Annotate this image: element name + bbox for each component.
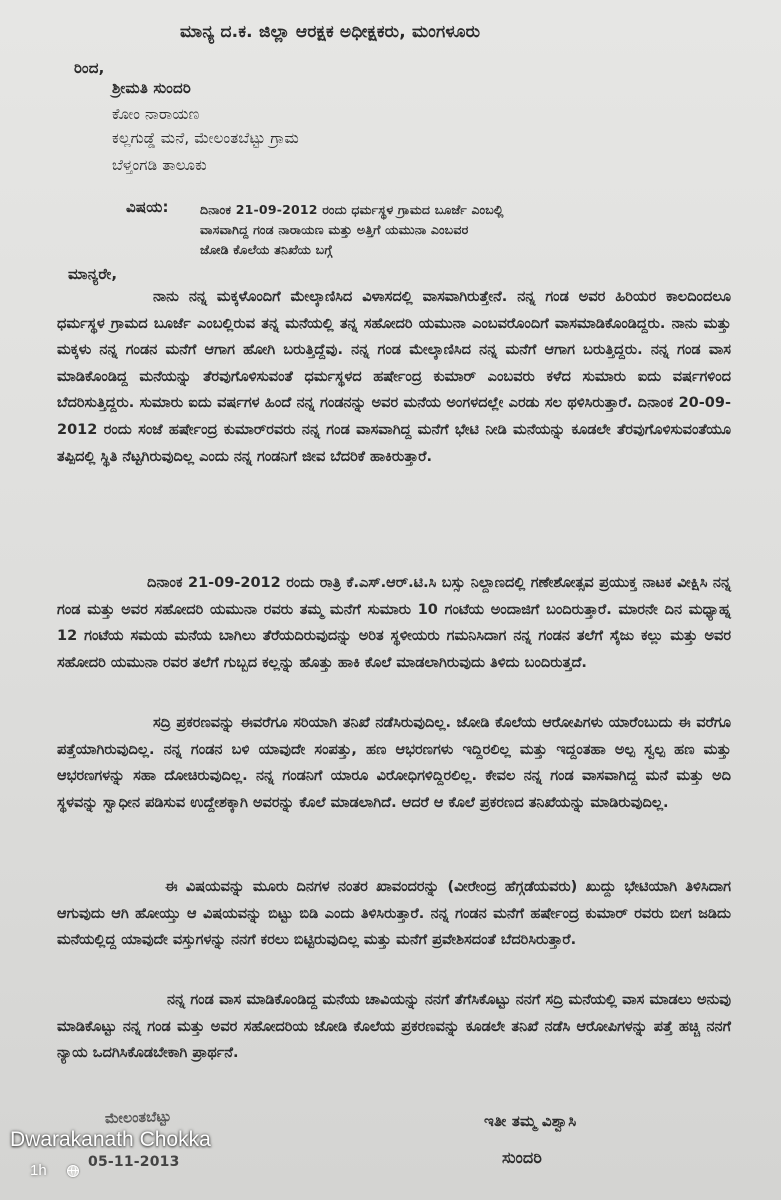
subject-line: ದಿನಾಂಕ 21-09-2012 ರಂದು ಧರ್ಮಸ್ಥಳ ಗ್ರಾಮದ ಬೂರ್ಜೆ ಎಂಬಲ್ಲಿ: [200, 202, 504, 217]
globe-icon: [67, 1165, 79, 1177]
body-paragraph: ನಾನು ನನ್ನ ಮಕ್ಕಳೊಂದಿಗೆ ಮೇಲ್ಕಾಣಿಸಿದ ವಿಳಾಸದಲ್ಲಿ ವಾಸವಾಗಿರುತ್ತೇನೆ. ನನ್ನ ಗಂಡ ಅವರ ಹಿರಿಯರ ಕಾಲದಿಂದಲೂ ಧರ್ಮಸ್ಥಳ ಗ್ರಾಮದ ಬೂರ್ಜೆ ಎಂಬಲ್ಲಿರುವ ತನ್ನ ಮನೆಯಲ್ಲಿ ತನ್ನ ಸಹೋದರಿ ಯಮುನಾ ಎಂಬವರೊಂದಿಗೆ ವಾಸಮಾಡಿಕೊಂಡಿದ್ದರು. ನಾನು ಮತ್ತು ಮಕ್ಕಳು ನನ್ನ ಗಂಡನ ಮನೆಗೆ ಆಗಾಗ ಹೋಗಿ ಬರುತ್ತಿದ್ದೆವು. ನನ್ನ ಗಂಡ ಮೇಲ್ಕಾಣಿಸಿದ ನನ್ನ ಮನೆಗೆ ಆಗಾಗ ಬರುತ್ತಿದ್ದರು. ನನ್ನ ಗಂಡ ವಾಸ ಮಾಡಿಕೊಂಡಿದ್ದ ಮನೆಯನ್ನು ತೆರವುಗೊಳಿಸುವಂತೆ ಧರ್ಮಸ್ಥಳದ ಹರ್ಷೇಂದ್ರ ಕುಮಾರ್ ಎಂಬವರು ಕಳೆದ ಸುಮಾರು ಐದು ವರ್ಷಗಳಿಂದ ಬೆದರಿಸುತ್ತಿದ್ದರು. ಸುಮಾರು ಐದು ವರ್ಷಗಳ ಹಿಂದೆ ನನ್ನ ಗಂಡನನ್ನು ಅವರ ಮನೆಯ ಅಂಗಳದಲ್ಲೇ ಎರಡು ಸಲ ಥಳಿಸಿರುತ್ತಾರೆ. ದಿನಾಂಕ 20-09-2012 ರಂದು ಸಂಜೆ ಹರ್ಷೇಂದ್ರ ಕುಮಾರ್‌ರವರು ನನ್ನ ಗಂಡ ವಾಸವಾಗಿದ್ದ ಮನೆಗೆ ಭೇಟಿ ನೀಡಿ ಮನೆಯನ್ನು ಕೂಡಲೇ ತೆರವುಗೊಳಿಸುವಂತೆಯೂ ತಪ್ಪಿದಲ್ಲಿ ಸ್ಥಿತಿ ನೆಟ್ಟಗಿರುವುದಿಲ್ಲ ಎಂದು ನನ್ನ ಗಂಡನಿಗೆ ಜೀವ ಬೆದರಿಕೆ ಹಾಕಿರುತ್ತಾರೆ.: [57, 289, 731, 465]
body-paragraph: ಈ ವಿಷಯವನ್ನು ಮೂರು ದಿನಗಳ ನಂತರ ಖಾವಂದರನ್ನು (ವೀರೇಂದ್ರ ಹೆಗ್ಗಡೆಯವರು) ಖುದ್ದು ಭೇಟಿಯಾಗಿ ತಿಳಿಸಿದಾಗ ಆಗುವುದು ಆಗಿ ಹೋಯ್ತು ಆ ವಿಷಯವನ್ನು ಬಿಟ್ಟು ಬಿಡಿ ಎಂದು ತಿಳಿಸಿರುತ್ತಾರೆ. ನನ್ನ ಗಂಡನ ಮನೆಗೆ ಹರ್ಷೇಂದ್ರ ಕುಮಾರ್ ರವರು ಬೀಗ ಜಡಿದು ಮನೆಯಲ್ಲಿದ್ದ ಯಾವುದೇ ವಸ್ತುಗಳನ್ನು ನನಗೆ ಕರಲು ಬಿಟ್ಟಿರುವುದಿಲ್ಲ ಮತ್ತು ಮನೆಗೆ ಪ್ರವೇಶಿಸದಂತೆ ಬೆದರಿಸಿರುತ್ತಾರೆ.: [57, 879, 731, 949]
sender-name: ಶ್ರೀಮತಿ ಸುಂದರಿ: [112, 79, 192, 97]
body-paragraph: ದಿನಾಂಕ 21-09-2012 ರಂದು ರಾತ್ರಿ ಕೆ.ಎಸ್.ಆರ್.ಟಿ.ಸಿ ಬಸ್ಸು ನಿಲ್ದಾಣದಲ್ಲಿ ಗಣೇಶೋತ್ಸವ ಪ್ರಯುಕ್ತ ನಾಟಕ ವೀಕ್ಷಿಸಿ ನನ್ನ ಗಂಡ ಮತ್ತು ಅವರ ಸಹೋದರಿ ಯಮುನಾ ರವರು ತಮ್ಮ ಮನೆಗೆ ಸುಮಾರು 10 ಗಂಟೆಯ ಅಂದಾಜಿಗೆ ಬಂದಿರುತ್ತಾರೆ. ಮಾರನೇ ದಿನ ಮಧ್ಯಾಹ್ನ 12 ಗಂಟೆಯ ಸಮಯ ಮನೆಯ ಬಾಗಿಲು ತೆರೆಯದಿರುವುದನ್ನು ಅರಿತ ಸ್ಥಳೀಯರು ಗಮನಿಸಿದಾಗ ನನ್ನ ಗಂಡನ ತಲೆಗೆ ಸೈಜು ಕಲ್ಲು ಮತ್ತು ಅವರ ಸಹೋದರಿ ಯಮುನಾ ರವರ ತಲೆಗೆ ಗುಬ್ಬದ ಕಲ್ಲನ್ನು ಹೊತ್ತು ಹಾಕಿ ಕೊಲೆ ಮಾಡಲಾಗಿರುವುದು ತಿಳಿದು ಬಂದಿರುತ್ತದೆ.: [57, 575, 731, 671]
subject-line: ಜೋಡಿ ಕೊಲೆಯ ತನಿಖೆಯ ಬಗ್ಗೆ: [200, 242, 333, 257]
sender-relation: ಕೋಂ ನಾರಾಯಣ: [112, 105, 200, 123]
subject-label: ವಿಷಯ:: [126, 198, 169, 216]
salutation: ಮಾನ್ಯರೇ,: [68, 265, 118, 283]
sender-taluk: ಬೆಳ್ತಂಗಡಿ ತಾಲೂಕು: [112, 156, 207, 174]
post-timestamp[interactable]: 1h: [30, 1162, 47, 1179]
left-signature: ಮೇಲಂತಬೆಟ್ಟು: [104, 1108, 172, 1128]
subject-line: ವಾಸವಾಗಿದ್ದ ಗಂಡ ನಾರಾಯಣ ಮತ್ತು ಅತ್ತಿಗೆ ಯಮುನಾ ಎಂಬವರ: [200, 222, 469, 237]
sender-address: ಕಲ್ಲಗುಡ್ಡೆ ಮನೆ, ಮೇಲಂತಬೆಟ್ಟು ಗ್ರಾಮ: [112, 129, 299, 147]
addressee-line: ಮಾನ್ಯ ದ.ಕ. ಜಿಲ್ಲಾ ಆರಕ್ಷಕ ಅಧೀಕ್ಷಕರು, ಮಂಗಳೂರು: [180, 22, 481, 42]
from-label: ರಿಂದ,: [74, 59, 105, 77]
signature: ಸುಂದರಿ: [502, 1148, 543, 1167]
closing-line: ಇತೀ ತಮ್ಮ ವಿಶ್ವಾಸಿ: [484, 1112, 577, 1130]
body-paragraph: ನನ್ನ ಗಂಡ ವಾಸ ಮಾಡಿಕೊಂಡಿದ್ದ ಮನೆಯ ಚಾವಿಯನ್ನು ನನಗೆ ತೆಗೆಸಿಕೊಟ್ಟು ನನಗೆ ಸದ್ರಿ ಮನೆಯಲ್ಲಿ ವಾಸ ಮಾಡಲು ಅನುವು ಮಾಡಿಕೊಟ್ಟು ನನ್ನ ಗಂಡ ಮತ್ತು ಅವರ ಸಹೋದರಿಯ ಜೋಡಿ ಕೊಲೆಯ ಪ್ರಕರಣವನ್ನು ಕೂಡಲೇ ತನಿಖೆ ನಡೆಸಿ ಆರೋಪಿಗಳನ್ನು ಪತ್ತೆ ಹಚ್ಚಿ ನನಗೆ ನ್ಯಾಯ ಒದಗಿಸಿಕೊಡಬೇಕಾಗಿ ಪ್ರಾರ್ಥನೆ.: [57, 992, 731, 1062]
post-author-name[interactable]: Dwarakanath Chokka: [10, 1128, 211, 1151]
letter-date: 05-11-2013: [88, 1154, 180, 1170]
body-paragraph: ಸದ್ರಿ ಪ್ರಕರಣವನ್ನು ಈವರೆಗೂ ಸರಿಯಾಗಿ ತನಿಖೆ ನಡೆಸಿರುವುದಿಲ್ಲ. ಜೋಡಿ ಕೊಲೆಯ ಆರೋಪಿಗಳು ಯಾರೆಂಬುದು ಈ ವರೆಗೂ ಪತ್ತೆಯಾಗಿರುವುದಿಲ್ಲ. ನನ್ನ ಗಂಡನ ಬಳಿ ಯಾವುದೇ ಸಂಪತ್ತು, ಹಣ ಆಭರಣಗಳು ಇದ್ದಿರಲಿಲ್ಲ ಮತ್ತು ಇದ್ದಂತಹಾ ಅಲ್ಪ ಸ್ವಲ್ಪ ಹಣ ಮತ್ತು ಆಭರಣಗಳನ್ನು ಸಹಾ ದೋಚಿರುವುದಿಲ್ಲ. ನನ್ನ ಗಂಡನಿಗೆ ಯಾರೂ ವಿರೋಧಿಗಳಿದ್ದಿರಲಿಲ್ಲ. ಕೇವಲ ನನ್ನ ಗಂಡ ವಾಸವಾಗಿದ್ದ ಮನೆ ಮತ್ತು ಅದಿ ಸ್ಥಳವನ್ನು ಸ್ವಾಧೀನ ಪಡಿಸುವ ಉದ್ದೇಶಕ್ಕಾಗಿ ಅವರನ್ನು ಕೊಲೆ ಮಾಡಲಾಗಿದೆ. ಆದರೆ ಆ ಕೊಲೆ ಪ್ರಕರಣದ ತನಿಖೆಯನ್ನು ಮಾಡಿರುವುದಿಲ್ಲ.: [57, 715, 731, 811]
